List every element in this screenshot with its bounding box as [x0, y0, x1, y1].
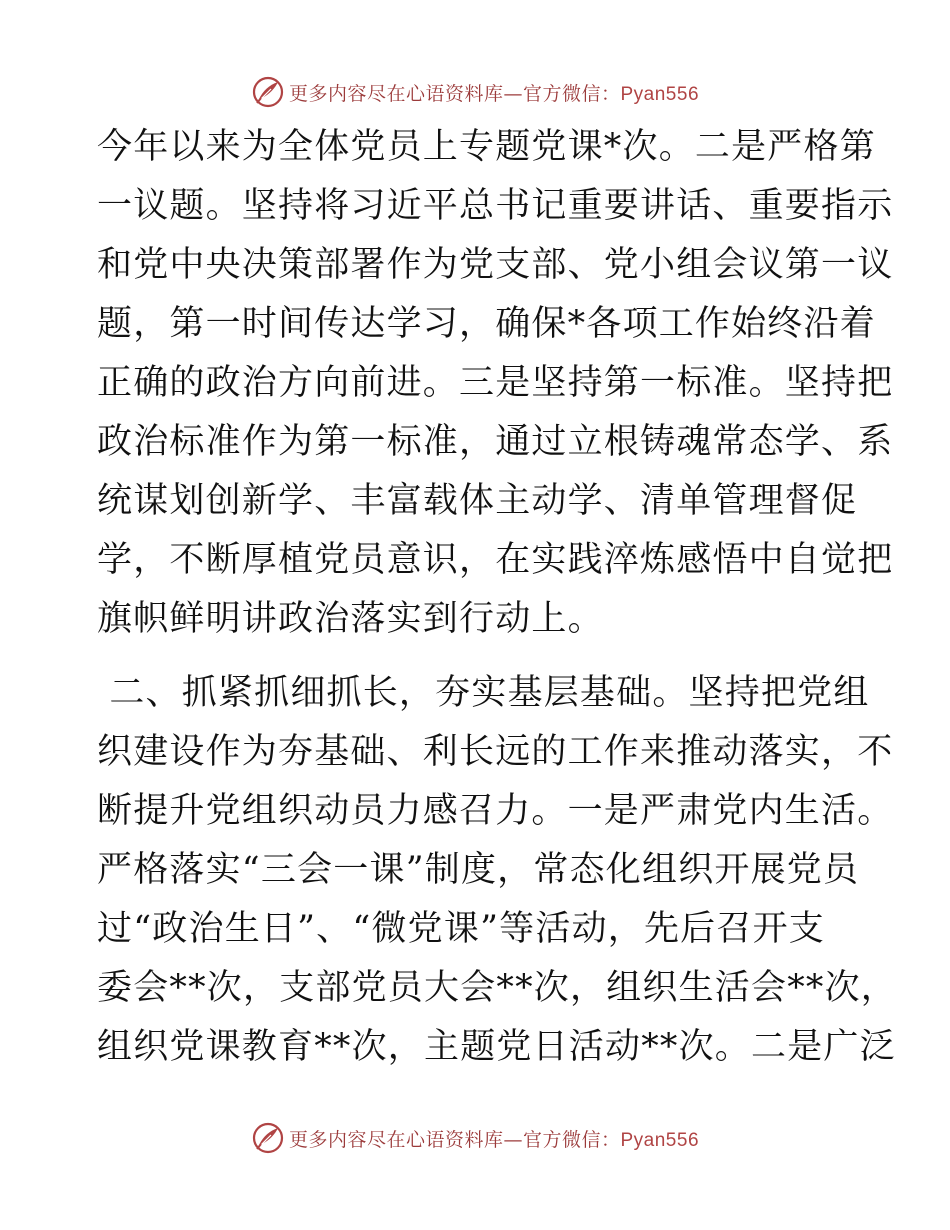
text-line: 旗帜鲜明讲政治落实到行动上。	[97, 599, 604, 639]
document-body	[97, 118, 898, 1077]
text-line: 二、抓紧抓细抓长，夯实基层基础。坚持把党组	[97, 673, 870, 713]
paragraph-spacer	[97, 649, 857, 664]
text-line: 一议题。坚持将习近平总书记重要讲话、重要指示	[97, 186, 894, 226]
text-line: 题，第一时间传达学习，确保*各项工作始终沿着	[97, 304, 876, 344]
text-line: 正确的政治方向前进。三是坚持第一标准。坚持把	[97, 363, 894, 403]
text-line: 统谋划创新学、丰富载体主动学、清单管理督促	[97, 481, 858, 521]
text-line: 断提升党组织动员力感召力。一是严肃党内生活。	[97, 791, 894, 831]
footer-wechat-label: 官方微信：	[522, 1128, 621, 1151]
text-line: 过“政治生日”、“微党课”等活动，先后召开支	[97, 909, 825, 949]
text-line: 织建设作为夯基础、利长远的工作来推动落实，不	[97, 732, 894, 772]
paragraph-1	[97, 118, 894, 649]
text-line: 严格落实“三会一课”制度，常态化组织开展党员	[97, 850, 860, 890]
text-line: 政治标准作为第一标准，通过立根铸魂常态学、系	[97, 422, 894, 462]
quill-logo-icon	[251, 1121, 285, 1155]
footer-separator: —	[503, 1128, 523, 1151]
text-line: 委会**次，支部党员大会**次，组织生活会**次，	[97, 968, 898, 1008]
header-wechat-id: Pyan556	[620, 83, 700, 105]
header-brand-text	[289, 79, 699, 106]
page-footer	[0, 1118, 950, 1158]
text-line: 和党中央决策部署作为党支部、党小组会议第一议	[97, 245, 894, 285]
footer-brand: 更多内容尽在心语资料库	[288, 1128, 504, 1151]
text-line: 组织党课教育**次，主题党日活动**次。二是广泛	[97, 1027, 896, 1067]
footer-wechat-id: Pyan556	[620, 1129, 700, 1151]
text-line: 学，不断厚植党员意识，在实践淬炼感悟中自觉把	[97, 540, 894, 580]
header-separator: —	[503, 82, 523, 105]
quill-logo-icon	[251, 75, 285, 109]
text-line: 今年以来为全体党员上专题党课*次。二是严格第	[97, 127, 876, 167]
paragraph-2	[97, 664, 898, 1077]
page-header	[0, 72, 950, 112]
header-wechat-label: 官方微信：	[522, 82, 621, 105]
footer-brand-text	[289, 1125, 699, 1152]
header-brand: 更多内容尽在心语资料库	[288, 82, 504, 105]
